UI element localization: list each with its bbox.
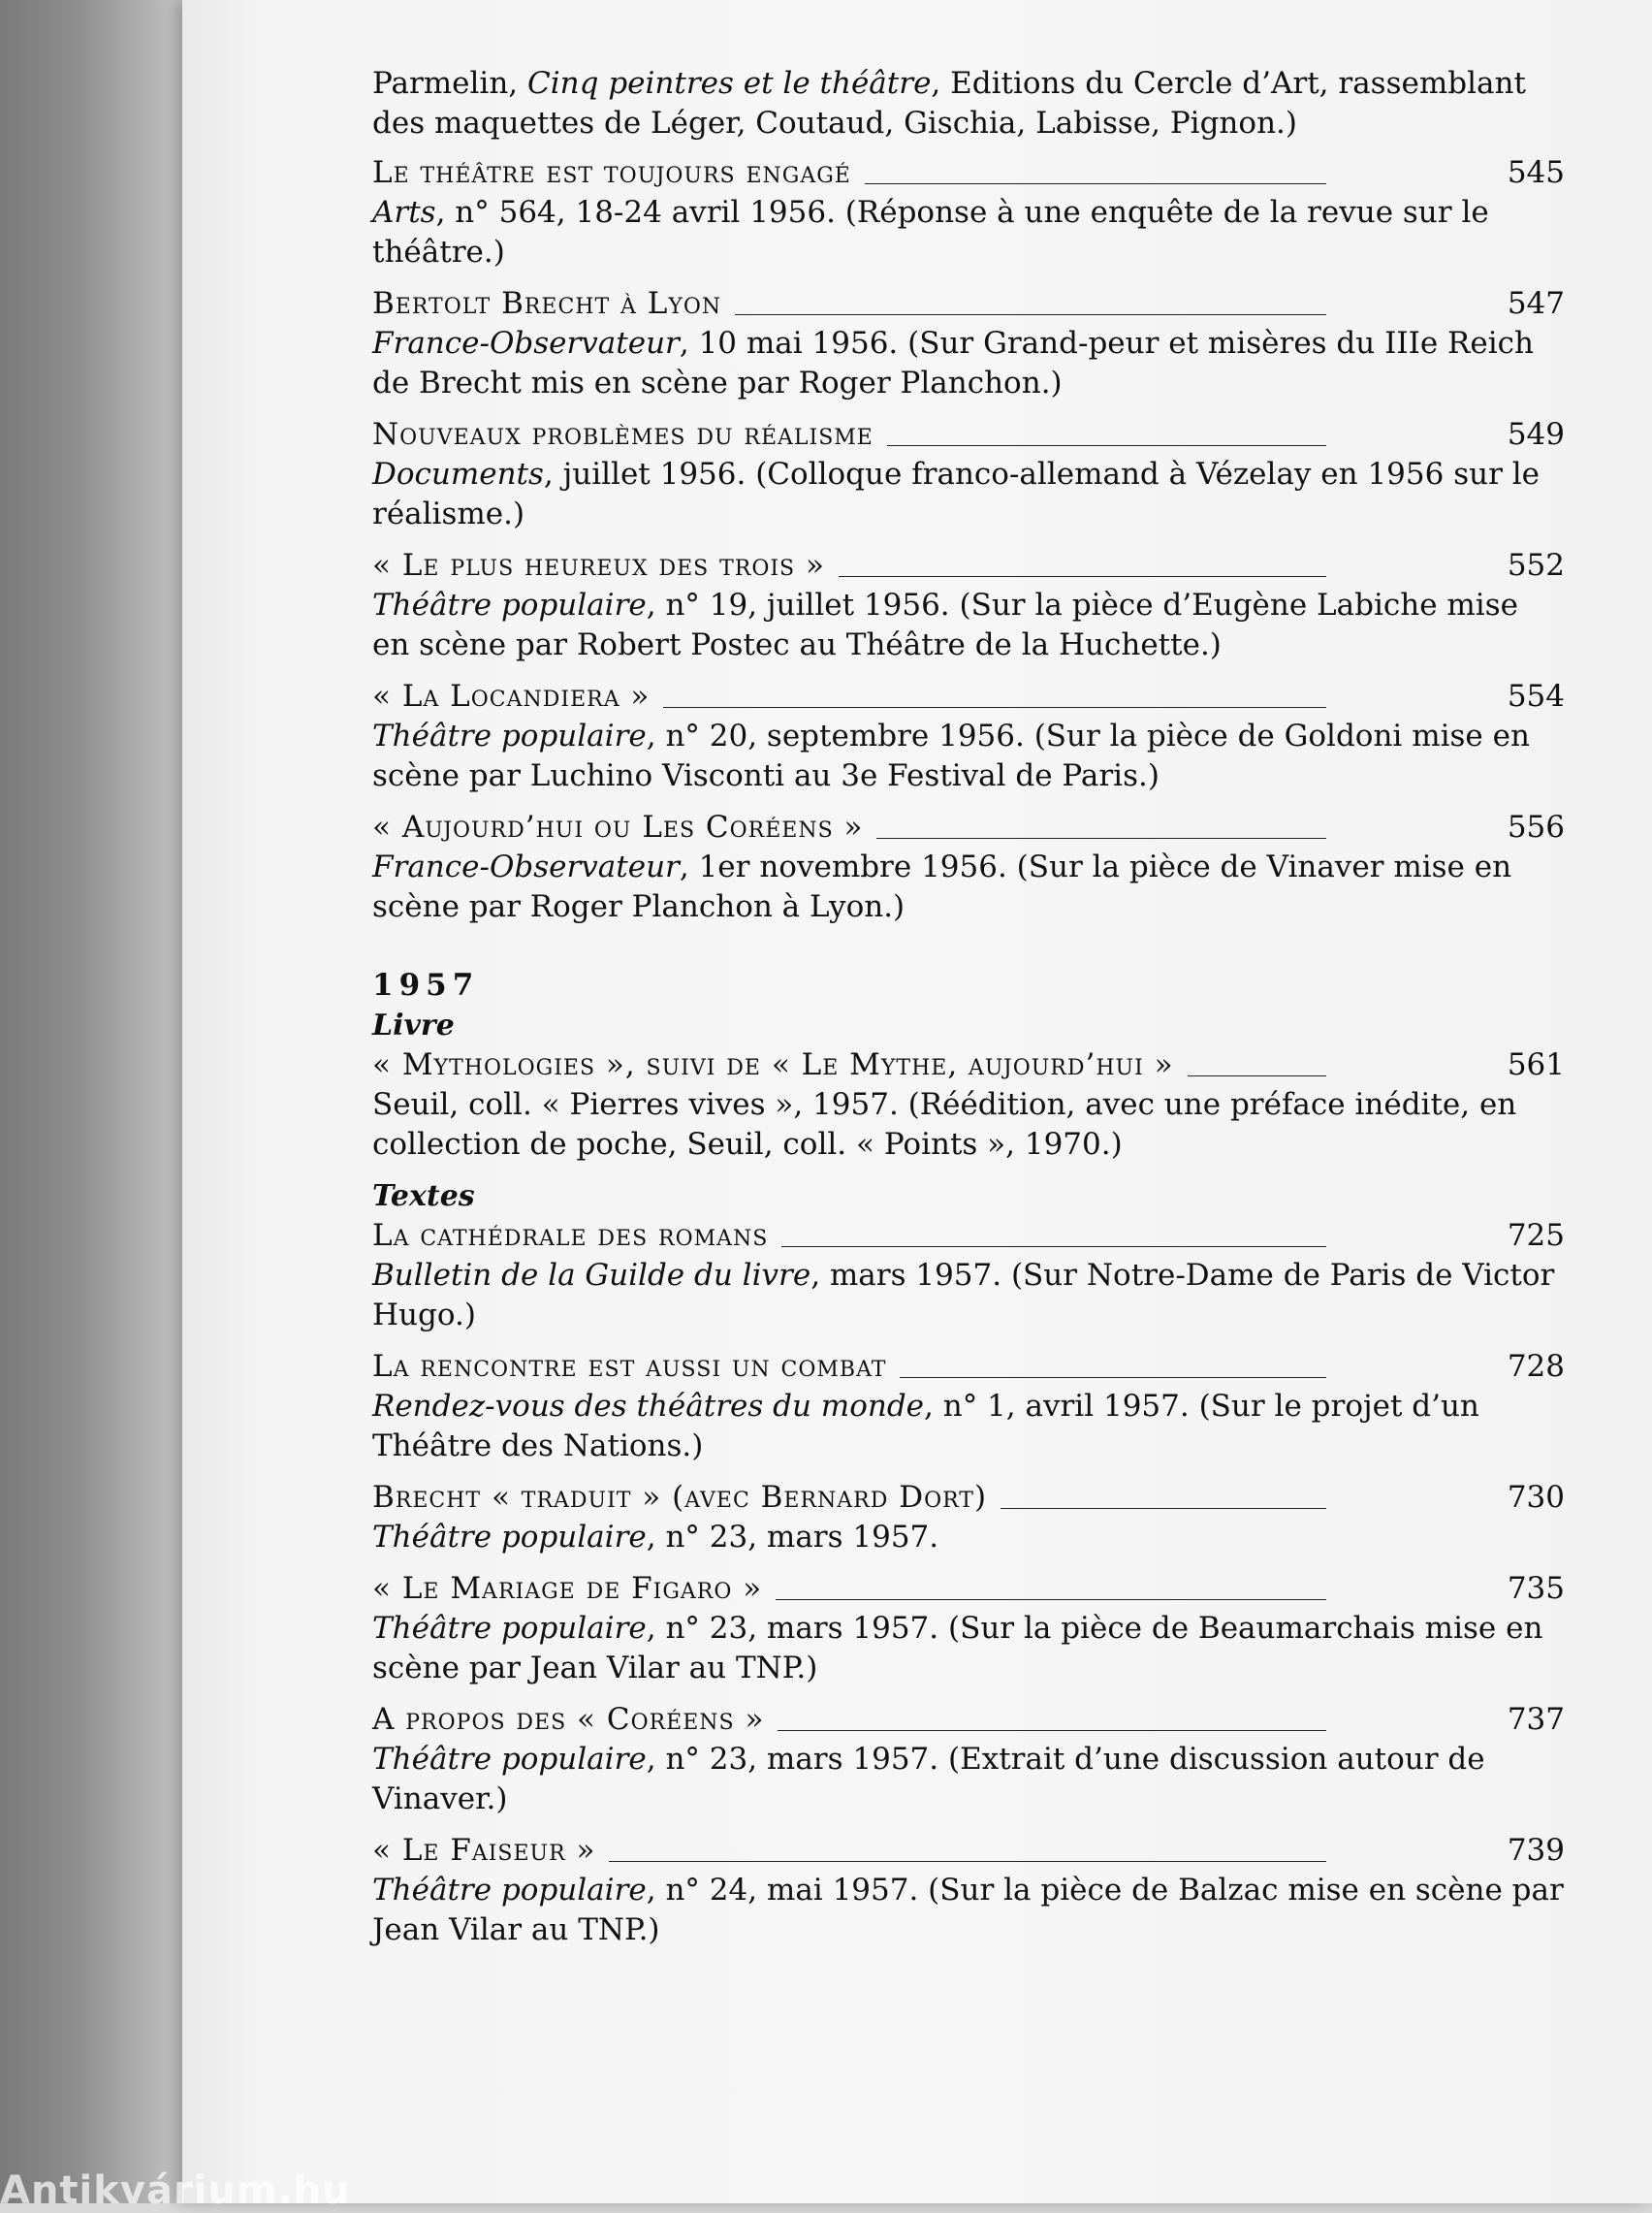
page-number: 545	[1507, 155, 1565, 190]
entry-description	[372, 193, 1565, 273]
entry-description	[372, 455, 1565, 534]
bibliography-entry	[372, 546, 1565, 665]
entry-title: « Le Mariage de Figaro »	[372, 1571, 763, 1606]
leader-rule	[776, 1598, 1326, 1600]
entry-title: « Aujourd’hui ou Les Coréens »	[372, 810, 864, 845]
entry-source: Théâtre populaire	[372, 1873, 647, 1908]
bibliography-entry	[372, 1569, 1565, 1688]
leader-rule	[609, 1860, 1326, 1862]
entry-heading	[372, 546, 1565, 586]
entry-details: , n° 564, 18-24 avril 1956. (Réponse à une enquête de la revue sur le théâtre.)	[372, 195, 1489, 270]
entry-title: La cathédrale des romans	[372, 1218, 769, 1253]
entry-heading	[372, 1700, 1565, 1740]
entry-source: France-Observateur	[372, 850, 680, 884]
entry-description	[372, 1740, 1565, 1819]
leader-rule	[781, 1245, 1326, 1247]
entry-title: Brecht « traduit » (avec Bernard Dort)	[372, 1480, 988, 1515]
entry-heading	[372, 677, 1565, 717]
entry-heading	[372, 1347, 1565, 1387]
leader-rule	[900, 1376, 1326, 1378]
entry-description	[372, 1387, 1565, 1466]
entry-description	[372, 586, 1565, 665]
entry-source: Théâtre populaire	[372, 1520, 647, 1555]
leader-rule	[1001, 1507, 1326, 1509]
entries-textes	[372, 1216, 1565, 1950]
entry-title: « Le plus heureux des trois »	[372, 548, 825, 583]
entry-details: , mars 1957. (Sur Notre-Dame de Paris de Victor Hugo.)	[372, 1258, 1555, 1332]
entry-description	[372, 1871, 1565, 1950]
bibliography-entry	[372, 1216, 1565, 1335]
intro-paragraph	[372, 64, 1565, 144]
entry-heading	[372, 1478, 1565, 1518]
entry-heading	[372, 1569, 1565, 1609]
bibliography-entry	[372, 677, 1565, 796]
bibliography-entry	[372, 1831, 1565, 1950]
bibliography-entry	[372, 1478, 1565, 1557]
entry-title: La rencontre est aussi un combat	[372, 1349, 887, 1384]
leader-rule	[865, 182, 1326, 184]
bibliography-entry	[372, 1700, 1565, 1819]
section-textes: Textes	[372, 1179, 475, 1213]
entry-details: Seuil, coll. « Pierres vives », 1957. (Réédition, avec une préface inédite, en collection de poche, Seuil, coll. « Points », 1970.)	[372, 1087, 1517, 1162]
entry-source: France-Observateur	[372, 326, 680, 361]
entry-heading	[372, 153, 1565, 193]
entry-description	[372, 717, 1565, 796]
entry-source: Théâtre populaire	[372, 1611, 647, 1646]
page-number: 547	[1507, 286, 1565, 321]
entry-description	[372, 848, 1565, 927]
entry-description	[372, 1085, 1565, 1165]
entry-title: A propos des « Coréens »	[372, 1702, 765, 1737]
entry-title: « La Locandiera »	[372, 679, 651, 714]
leader-rule	[778, 1729, 1326, 1731]
entry-heading	[372, 1831, 1565, 1871]
entry-details: , 1er novembre 1956. (Sur la pièce de Vinaver mise en scène par Roger Planchon à Lyon.)	[372, 850, 1512, 924]
entry-heading	[372, 284, 1565, 324]
entry-title: Nouveaux problèmes du réalisme	[372, 417, 874, 452]
page-number: 549	[1507, 417, 1565, 452]
page-number: 552	[1507, 548, 1565, 583]
year-heading: 1957	[372, 968, 480, 1003]
page-number: 739	[1507, 1833, 1565, 1868]
entry-title: « Le Faiseur »	[372, 1833, 596, 1868]
entry-source: Arts	[372, 195, 436, 230]
leader-rule	[887, 444, 1326, 446]
entry-details: , n° 23, mars 1957.	[646, 1520, 939, 1555]
entry-title: Bertolt Brecht à Lyon	[372, 286, 722, 321]
page-number: 728	[1507, 1349, 1565, 1384]
entry-heading	[372, 1216, 1565, 1256]
bibliography-entry	[372, 808, 1565, 927]
entry-source: Théâtre populaire	[372, 588, 647, 623]
page-number: 556	[1507, 810, 1565, 845]
entry-title: Le théâtre est toujours engagé	[372, 155, 851, 190]
entry-details: , n° 23, mars 1957. (Sur la pièce de Beaumarchais mise en scène par Jean Vilar au TNP.)	[372, 1611, 1543, 1685]
entry-description	[372, 1609, 1565, 1688]
entry-source: Bulletin de la Guilde du livre	[372, 1258, 811, 1293]
bibliography-entry	[372, 153, 1565, 273]
entry-heading	[372, 808, 1565, 848]
entry-details: , juillet 1956. (Colloque franco-allemand à Vézelay en 1956 sur le réalisme.)	[372, 457, 1541, 531]
entry-source: Théâtre populaire	[372, 1742, 647, 1777]
entry-description	[372, 324, 1565, 403]
entry-source: Documents	[372, 457, 544, 492]
book-gutter-shadow	[0, 0, 194, 2203]
entry-details: , n° 23, mars 1957. (Extrait d’une discussion autour de Vinaver.)	[372, 1742, 1485, 1816]
entry-description	[372, 1256, 1565, 1335]
entry-details: , n° 19, juillet 1956. (Sur la pièce d’Eugène Labiche mise en scène par Robert Postec au Théâtre de la Huchette.)	[372, 588, 1518, 662]
bibliography-entry	[372, 284, 1565, 403]
page-number: 730	[1507, 1480, 1565, 1515]
intro-post: , Editions du Cercle d’Art, rassemblant des maquettes de Léger, Coutaud, Gischia, Labisse, Pignon.)	[372, 66, 1526, 141]
bibliography-entry	[372, 1347, 1565, 1466]
intro-pre: Parmelin,	[372, 66, 528, 101]
entry-source: Théâtre populaire	[372, 719, 647, 754]
entry-title: « Mythologies », suivi de « Le Mythe, aujourd’hui »	[372, 1047, 1174, 1082]
intro-title: Cinq peintres et le théâtre	[527, 66, 932, 101]
page-number: 735	[1507, 1571, 1565, 1606]
bibliography-list	[372, 64, 1565, 1962]
bibliography-entry	[372, 415, 1565, 534]
leader-rule	[1188, 1074, 1326, 1076]
page-number: 554	[1507, 679, 1565, 714]
entry-details: , n° 24, mai 1957. (Sur la pièce de Balzac mise en scène par Jean Vilar au TNP.)	[372, 1873, 1564, 1947]
leader-rule	[876, 837, 1326, 839]
bibliography-entry	[372, 1045, 1565, 1165]
entries-1956	[372, 153, 1565, 927]
entry-details: , n° 1, avril 1957. (Sur le projet d’un Théâtre des Nations.)	[372, 1389, 1479, 1463]
entry-details: , n° 20, septembre 1956. (Sur la pièce de Goldoni mise en scène par Luchino Visconti au 3e Festival de Paris.)	[372, 719, 1530, 793]
watermark: Antikvárium.hu	[0, 2168, 351, 2213]
page-number: 561	[1507, 1047, 1565, 1082]
leader-rule	[663, 706, 1326, 708]
leader-rule	[735, 313, 1326, 315]
entry-details: , 10 mai 1956. (Sur Grand-peur et misères du IIIe Reich de Brecht mis en scène par Roger Planchon.)	[372, 326, 1534, 401]
entry-description	[372, 1518, 1565, 1557]
page-number: 725	[1507, 1218, 1565, 1253]
entry-source: Rendez-vous des théâtres du monde	[372, 1389, 925, 1424]
entry-heading	[372, 415, 1565, 455]
section-livre: Livre	[372, 1009, 455, 1042]
leader-rule	[839, 575, 1326, 577]
entry-heading	[372, 1045, 1565, 1085]
entries-livre	[372, 1045, 1565, 1165]
page-number: 737	[1507, 1702, 1565, 1737]
